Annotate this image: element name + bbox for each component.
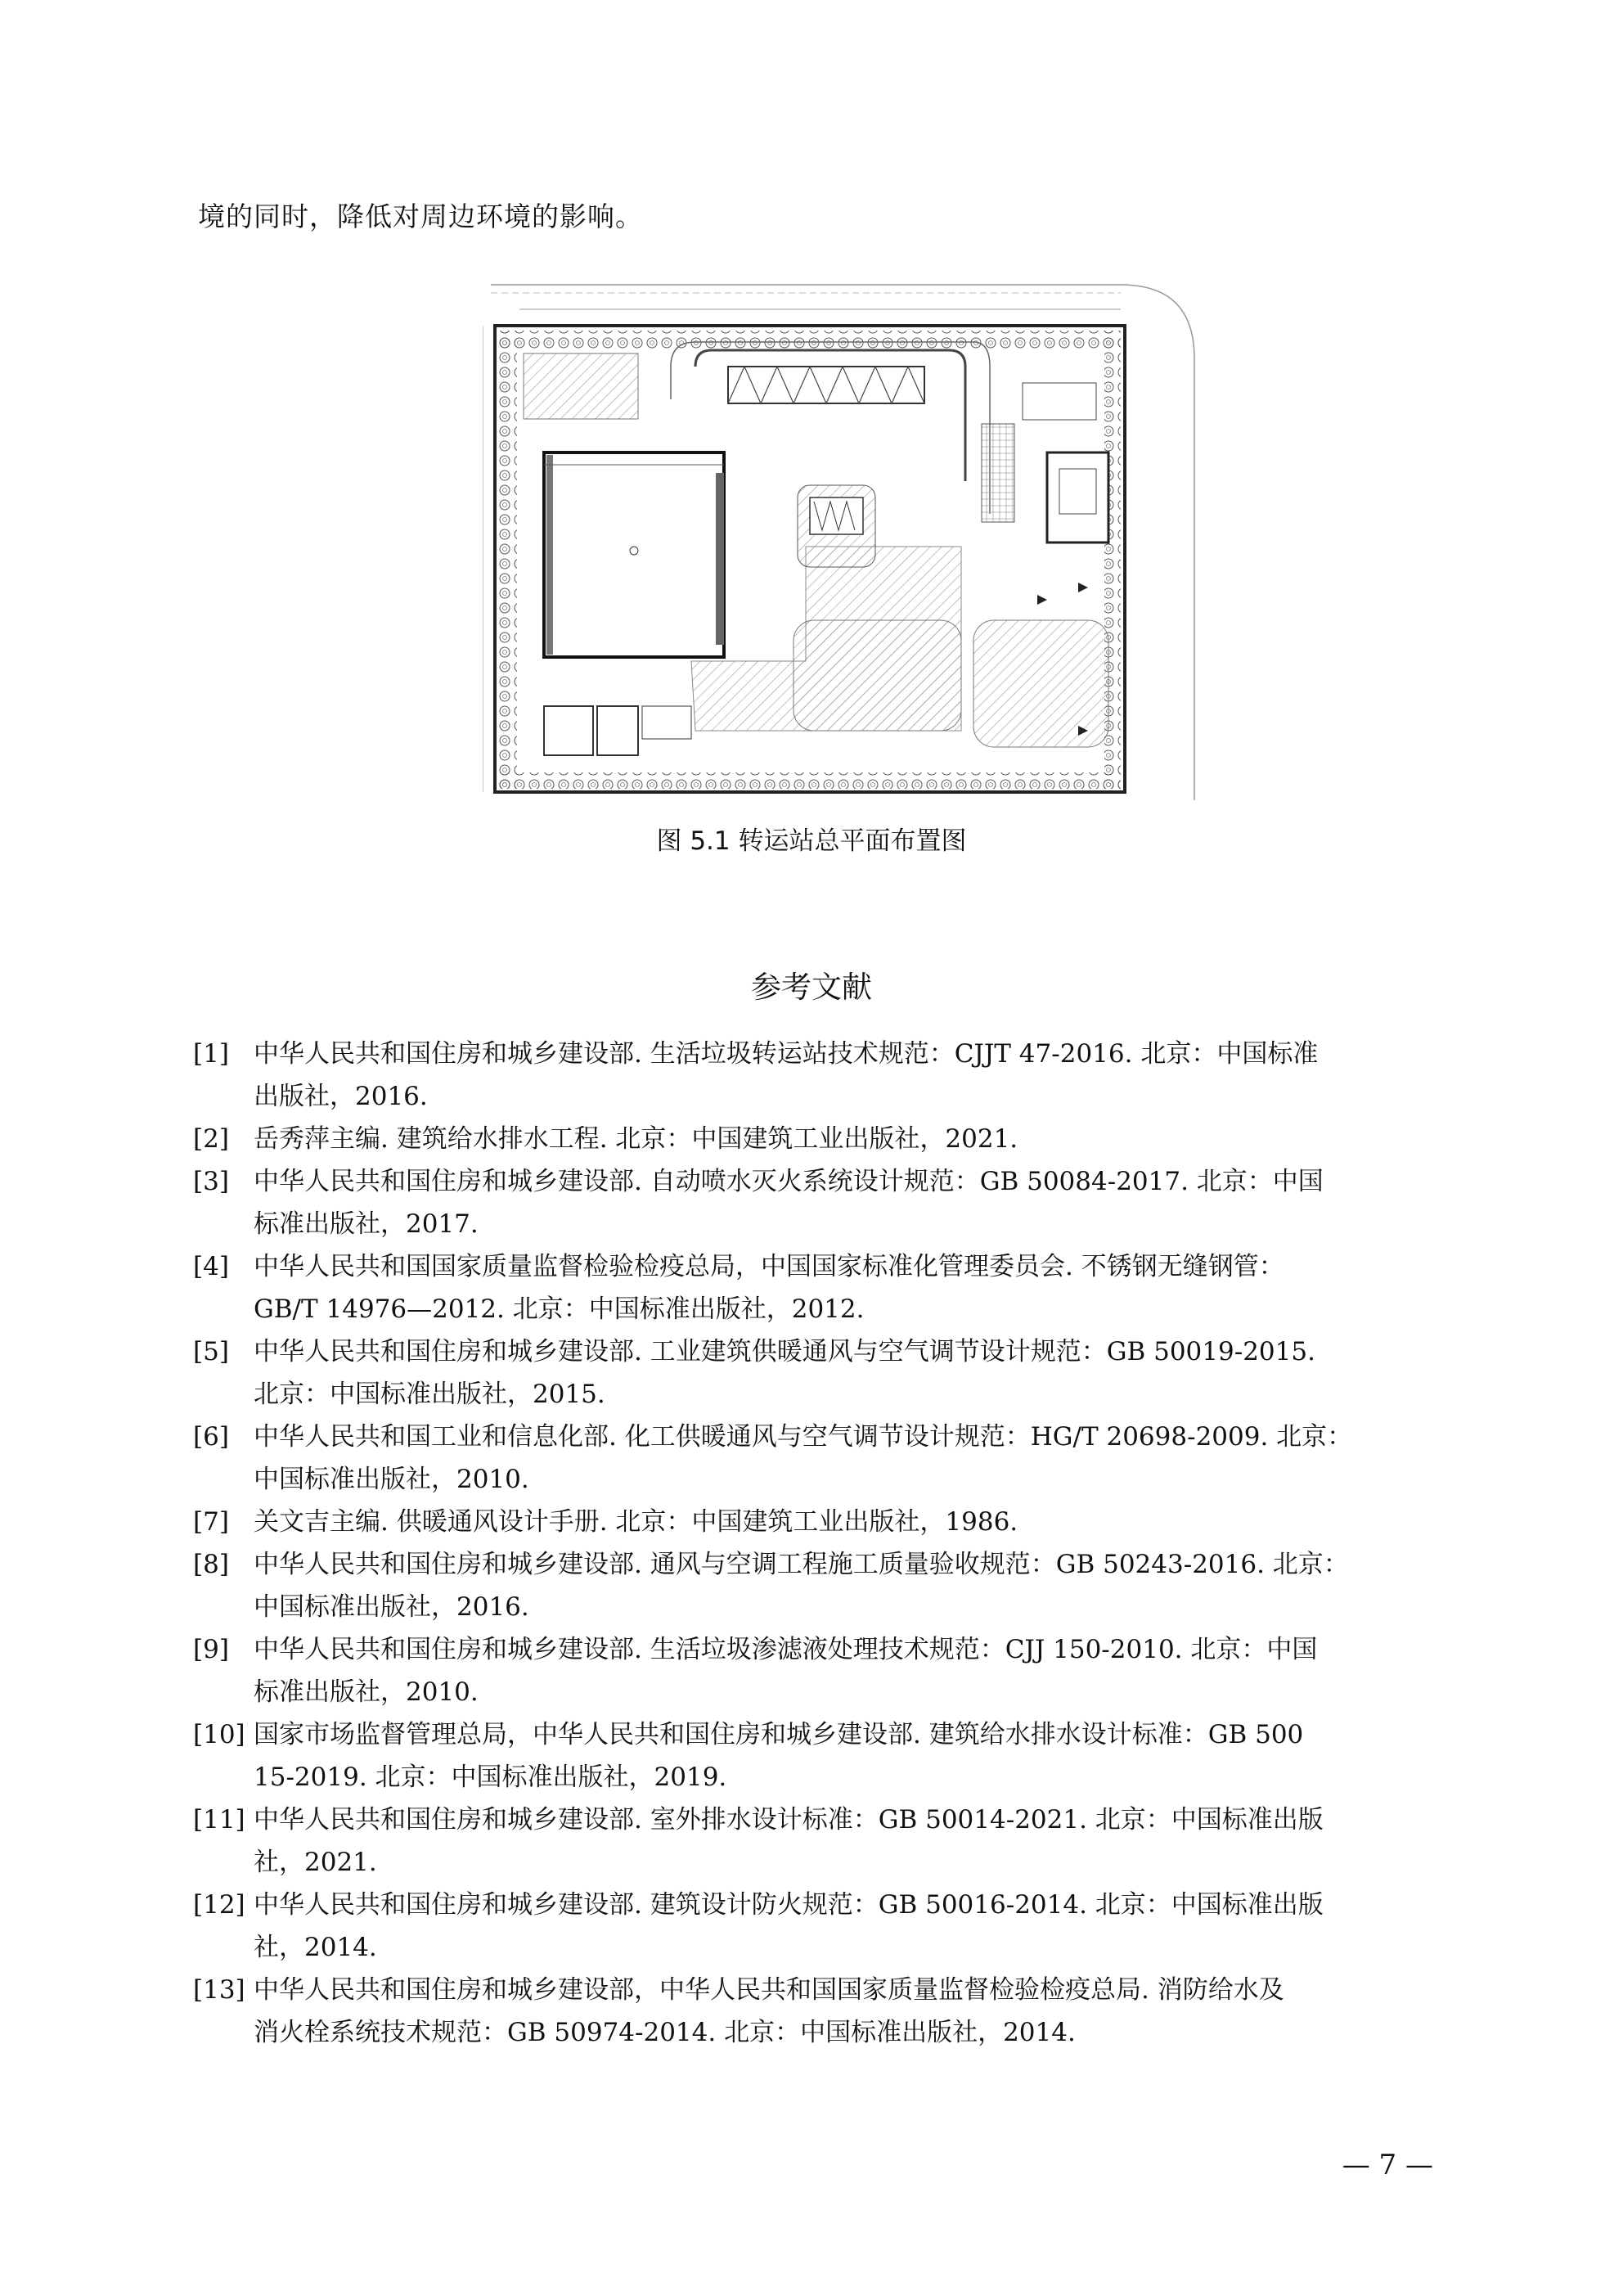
reference-item [193, 1245, 1436, 1330]
reference-item [193, 1713, 1436, 1799]
reference-number: [8] [193, 1550, 229, 1579]
reference-number: [9] [193, 1635, 229, 1664]
reference-line: 中国标准出版社，2010. [254, 1465, 529, 1494]
page-number: — 7 — [1342, 2149, 1433, 2181]
reference-line: 标准出版社，2010. [254, 1677, 479, 1707]
reference-line: 15-2019. 北京：中国标准出版社，2019. [254, 1763, 727, 1792]
reference-item [193, 1969, 1436, 2054]
reference-item [193, 1884, 1436, 1969]
reference-number: [10] [193, 1720, 245, 1749]
reference-line: 中华人民共和国国家质量监督检验检疫总局，中国国家标准化管理委员会. 不锈钢无缝钢管： [254, 1252, 1284, 1281]
reference-line: 中华人民共和国住房和城乡建设部. 生活垃圾渗滤液处理技术规范：CJJ 150-2010. 北京：中国 [254, 1635, 1318, 1664]
lead-paragraph: 境的同时，降低对周边环境的影响。 [198, 200, 643, 232]
reference-item [193, 1033, 1436, 1118]
reference-line: 中华人民共和国工业和信息化部. 化工供暖通风与空气调节设计规范：HG/T 20698-2009. 北京： [254, 1422, 1353, 1452]
reference-number: [7] [193, 1507, 229, 1537]
reference-line: 标准出版社，2017. [254, 1209, 479, 1239]
reference-line: 消火栓系统技术规范：GB 50974-2014. 北京：中国标准出版社，2014. [254, 2018, 1076, 2047]
reference-number: [12] [193, 1890, 245, 1920]
reference-number: [6] [193, 1422, 229, 1452]
reference-item [193, 1543, 1436, 1628]
reference-number: [13] [193, 1975, 245, 2005]
reference-item [193, 1118, 1436, 1160]
reference-line: 岳秀萍主编. 建筑给水排水工程. 北京：中国建筑工业出版社，2021. [254, 1124, 1018, 1154]
site-plan-drawing [483, 277, 1203, 800]
reference-line: 中华人民共和国住房和城乡建设部. 建筑设计防火规范：GB 50016-2014. 北京：中国标准出版 [254, 1890, 1324, 1920]
reference-item [193, 1501, 1436, 1543]
reference-number: [1] [193, 1039, 229, 1069]
reference-number: [3] [193, 1167, 229, 1196]
reference-line: 出版社，2016. [254, 1082, 428, 1111]
reference-line: 中华人民共和国住房和城乡建设部. 工业建筑供暖通风与空气调节设计规范：GB 50019-2015. [254, 1337, 1315, 1366]
reference-item [193, 1416, 1436, 1501]
reference-line: 中国标准出版社，2016. [254, 1592, 529, 1622]
reference-list [193, 1033, 1436, 2054]
reference-line: 国家市场监督管理总局，中华人民共和国住房和城乡建设部. 建筑给水排水设计标准：GB 500 [254, 1720, 1304, 1749]
reference-line: 关文吉主编. 供暖通风设计手册. 北京：中国建筑工业出版社，1986. [254, 1507, 1018, 1537]
reference-line: GB/T 14976—2012. 北京：中国标准出版社，2012. [254, 1294, 865, 1324]
reference-line: 中华人民共和国住房和城乡建设部. 通风与空调工程施工质量验收规范：GB 50243-2016. 北京： [254, 1550, 1349, 1579]
reference-item [193, 1160, 1436, 1245]
reference-item [193, 1628, 1436, 1713]
reference-number: [5] [193, 1337, 229, 1366]
reference-item [193, 1330, 1436, 1416]
reference-line: 中华人民共和国住房和城乡建设部. 室外排水设计标准：GB 50014-2021. 北京：中国标准出版 [254, 1805, 1324, 1835]
reference-line: 社，2014. [254, 1933, 377, 1962]
site-plan-figure [483, 277, 1203, 800]
reference-line: 社，2021. [254, 1848, 377, 1877]
reference-item [193, 1799, 1436, 1884]
reference-number: [11] [193, 1805, 245, 1835]
reference-number: [2] [193, 1124, 229, 1154]
reference-line: 中华人民共和国住房和城乡建设部，中华人民共和国国家质量监督检验检疫总局. 消防给水及 [254, 1975, 1284, 2005]
figure-caption: 图 5.1 转运站总平面布置图 [656, 826, 967, 856]
reference-line: 中华人民共和国住房和城乡建设部. 自动喷水灭火系统设计规范：GB 50084-2017. 北京：中国 [254, 1167, 1324, 1196]
references-heading: 参考文献 [751, 970, 872, 1005]
reference-number: [4] [193, 1252, 229, 1281]
reference-line: 北京：中国标准出版社，2015. [254, 1380, 605, 1409]
reference-line: 中华人民共和国住房和城乡建设部. 生活垃圾转运站技术规范：CJJT 47-2016. 北京：中国标准 [254, 1039, 1319, 1069]
